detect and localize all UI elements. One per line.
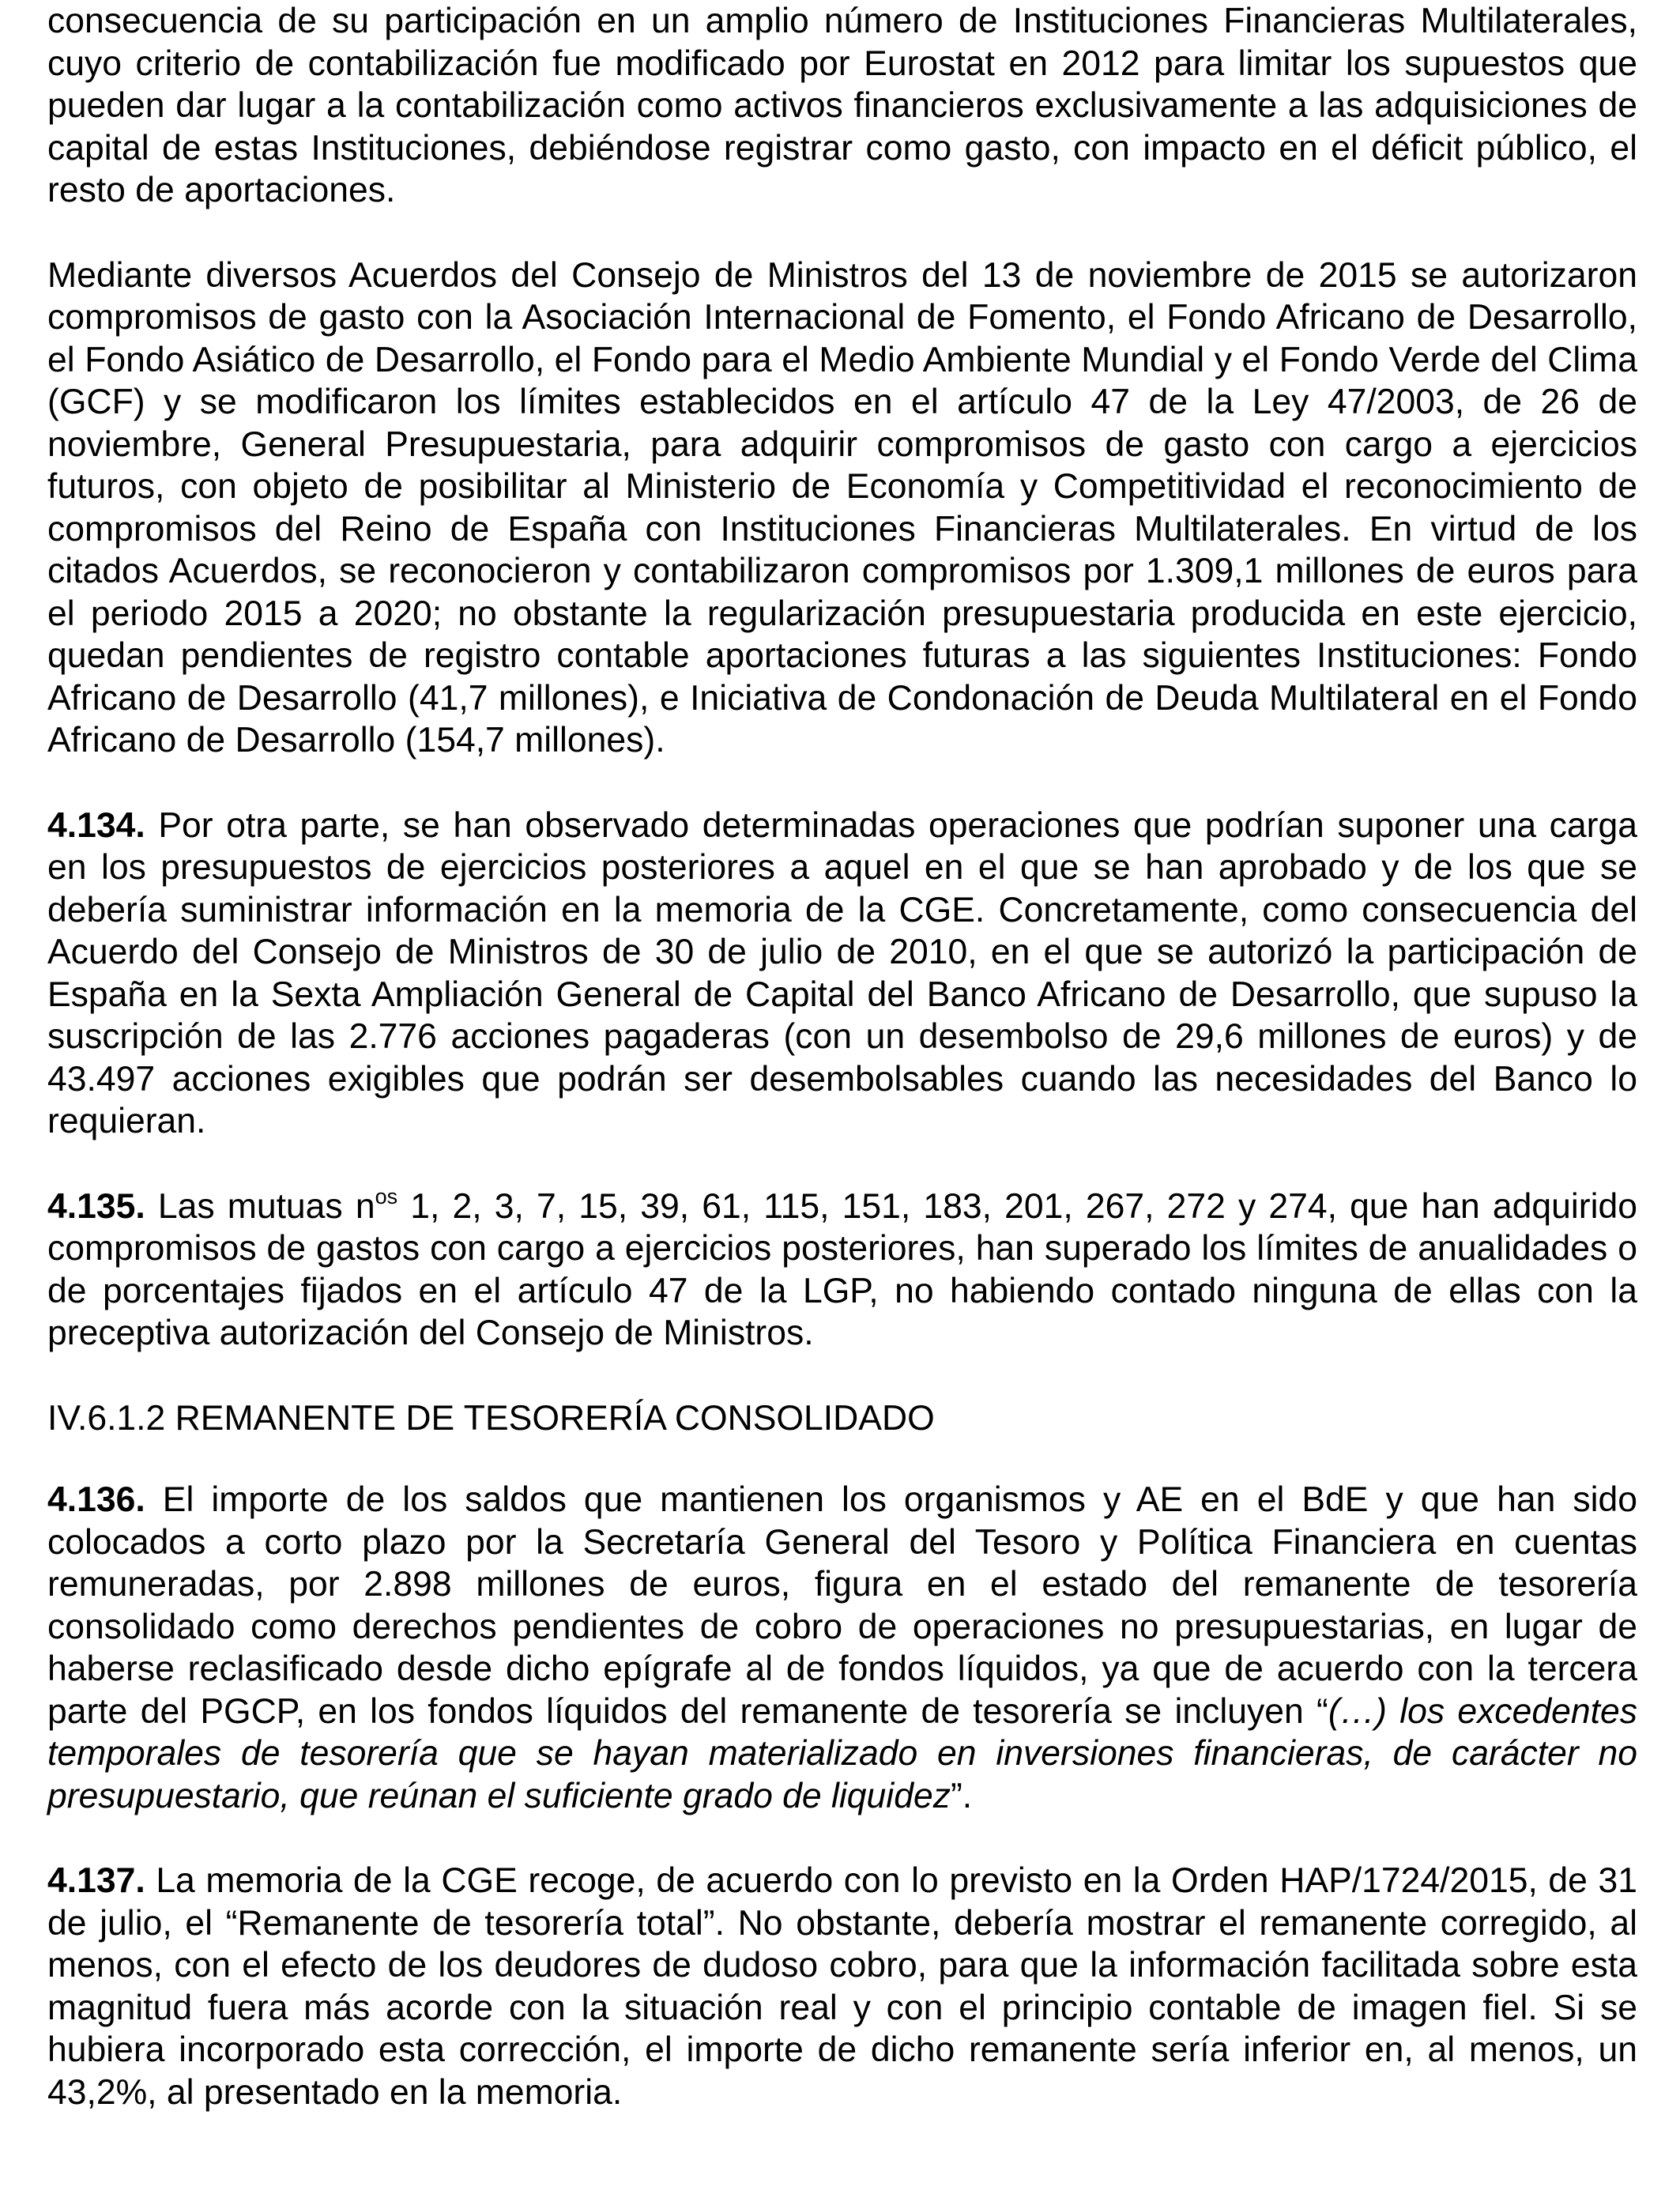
paragraph-4-134 xyxy=(47,805,1637,1143)
paragraph-number: 4.137. xyxy=(47,1861,145,1900)
paragraph-text: La memoria de la CGE recoge, de acuerdo con lo previsto en la Orden HAP/1724/2015, de 31 de julio, el “Remanente de tesorería total”. No obstante, debería mostrar el remanente corregido, al menos, con el efecto de los deudores de dudoso cobro, para que la información facilitada sobre esta magnitud fuera más acorde con la situación real y con el principio contable de imagen fiel. Si se hubiera incorporado esta corrección, el importe de dicho remanente sería inferior en, al menos, un 43,2%, al presentado en la memoria. xyxy=(47,1861,1637,2112)
paragraph-number: 4.134. xyxy=(47,805,145,845)
section-heading: IV.6.1.2 REMANENTE DE TESORERÍA CONSOLIDADO xyxy=(47,1398,935,1438)
paragraph-text: Por otra parte, se han observado determinadas operaciones que podrían suponer una carga en los presupuestos de ejercicios posteriores a aquel en el que se han aprobado y de los que se debería suministrar información en la memoria de la CGE. Concretamente, como consecuencia del Acuerdo del Consejo de Ministros de 30 de julio de 2010, en el que se autorizó la participación de España en la Sexta Ampliación General de Capital del Banco Africano de Desarrollo, que supuso la suscripción de las 2.776 acciones pagaderas (con un desembolso de 29,6 millones de euros) y de 43.497 acciones exigibles que podrán ser desembolsables cuando las necesidades del Banco lo requieran. xyxy=(47,805,1637,1140)
paragraph-text: 1, 2, 3, 7, 15, 39, 61, 115, 151, 183, 201, 267, 272 y 274, que han adquirido compromisos de gastos con cargo a ejercicios posteriores, han superado los límites de anualidades o de porcentajes fijados en el artículo 47 de la LGP, no habiendo contado ninguna de ellas con la preceptiva autorización del Consejo de Ministros. xyxy=(47,1186,1637,1352)
paragraph-4-137 xyxy=(47,1860,1637,2113)
paragraph-number: 4.136. xyxy=(47,1480,145,1519)
paragraph-number: 4.135. xyxy=(47,1186,145,1226)
paragraph-continuation xyxy=(47,0,1637,212)
document-page xyxy=(47,0,1637,2156)
quoted-text: (…) los excedentes temporales de tesorería que se hayan materializado en inversiones financieras, de carácter no presupuestario, que reúnan el suficiente grado de liquidez xyxy=(47,1691,1637,1815)
paragraph-text: El importe de los saldos que mantienen los organismos y AE en el BdE y que han sido colocados a corto plazo por la Secretaría General del Tesoro y Política Financiera en cuentas remuneradas, por 2.898 millones de euros, figura en el estado del remanente de tesorería consolidado como derechos pendientes de cobro de operaciones no presupuestarias, en lugar de haberse reclasificado desde dicho epígrafe al de fondos líquidos, ya que de acuerdo con la tercera parte del PGCP, en los fondos líquidos del remanente de tesorería se incluyen “ xyxy=(47,1480,1637,1731)
paragraph-acuerdos xyxy=(47,254,1637,762)
paragraph-4-135 xyxy=(47,1186,1637,1355)
paragraph-text-lead: Las mutuas n xyxy=(157,1186,375,1226)
superscript: os xyxy=(375,1184,398,1208)
paragraph-4-136 xyxy=(47,1479,1637,1817)
quote-close: ”. xyxy=(950,1776,973,1815)
paragraph-text: consecuencia de su participación en un amplio número de Instituciones Financieras Multilaterales, cuyo criterio de contabilización fue modificado por Eurostat en 2012 para limitar los supuestos que pueden dar lugar a la contabilización como activos financieros exclusivamente a las adquisiciones de capital de estas Instituciones, debiéndose registrar como gasto, con impacto en el déficit público, el resto de aportaciones. xyxy=(47,2,1637,209)
paragraph-text: Mediante diversos Acuerdos del Consejo de Ministros del 13 de noviembre de 2015 se autorizaron compromisos de gasto con la Asociación Internacional de Fomento, el Fondo Africano de Desarrollo, el Fondo Asiático de Desarrollo, el Fondo para el Medio Ambiente Mundial y el Fondo Verde del Clima (GCF) y se modificaron los límites establecidos en el artículo 47 de la Ley 47/2003, de 26 de noviembre, General Presupuestaria, para adquirir compromisos de gasto con cargo a ejercicios futuros, con objeto de posibilitar al Ministerio de Economía y Competitividad el reconocimiento de compromisos del Reino de España con Instituciones Financieras Multilaterales. En virtud de los citados Acuerdos, se reconocieron y contabilizaron compromisos por 1.309,1 millones de euros para el periodo 2015 a 2020; no obstante la regularización presupuestaria producida en este ejercicio, quedan pendientes de registro contable aportaciones futuras a las siguientes Instituciones: Fondo Africano de Desarrollo (41,7 millones), e Iniciativa de Condonación de Deuda Multilateral en el Fondo Africano de Desarrollo (154,7 millones). xyxy=(47,255,1637,760)
